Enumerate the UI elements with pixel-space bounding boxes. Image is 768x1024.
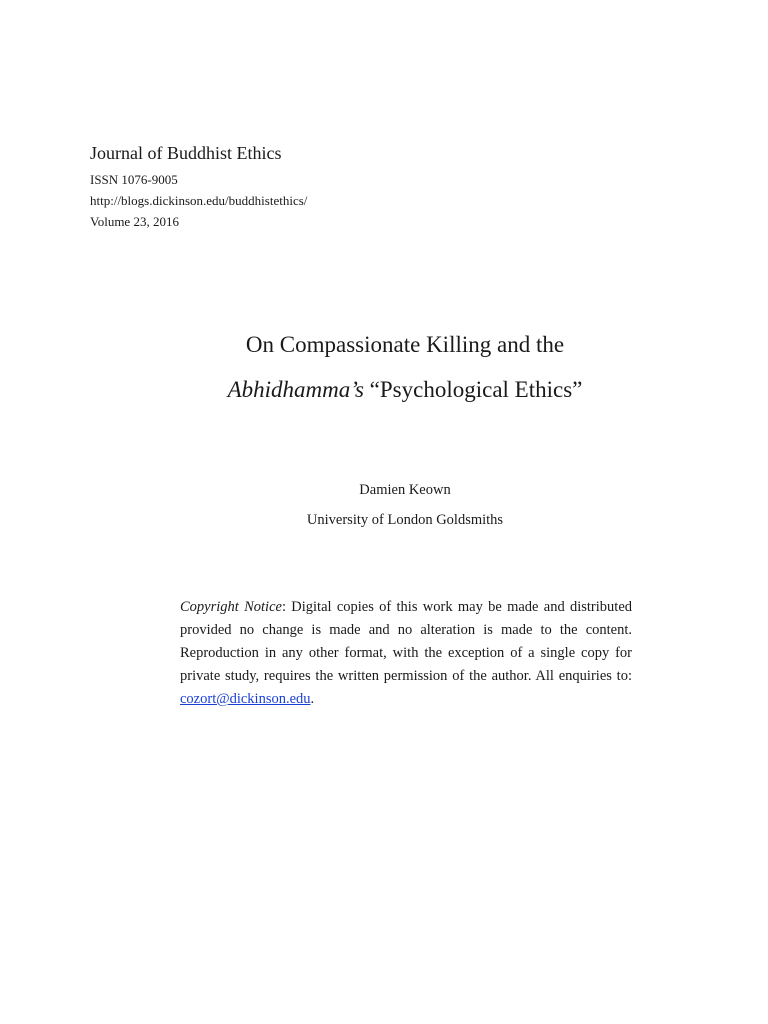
title-line-1: On Compassionate Killing and the <box>245 332 565 357</box>
title-italic-term: Abhidhamma’s <box>227 377 364 402</box>
author-affiliation: University of London Goldsmiths <box>306 512 504 528</box>
journal-volume: Volume 23, 2016 <box>90 214 179 229</box>
journal-issn: ISSN 1076-9005 <box>90 172 178 187</box>
copyright-notice <box>180 596 632 711</box>
journal-url: http://blogs.dickinson.edu/buddhistethics/ <box>90 193 308 208</box>
author-info <box>0 475 768 535</box>
article-title <box>0 322 768 412</box>
copyright-separator: : <box>281 599 292 615</box>
copyright-end: . <box>310 691 315 707</box>
author-name: Damien Keown <box>359 482 451 498</box>
journal-name: Journal of Buddhist Ethics <box>90 143 282 163</box>
journal-header <box>90 141 510 232</box>
title-line-2 <box>0 367 768 412</box>
contact-email-link[interactable]: cozort@dickinson.edu <box>180 691 311 707</box>
copyright-label: Copyright Notice <box>180 599 282 615</box>
copyright-text: Digital copies of this work may be made and distributed provided no change is made and no alteration is made to the content. Reproduction in any other format, with the exception of a single copy for private study, requires the written permission of the author. All enquiries to: <box>180 599 633 684</box>
title-line-2-rest: “Psychological Ethics” <box>363 377 583 402</box>
